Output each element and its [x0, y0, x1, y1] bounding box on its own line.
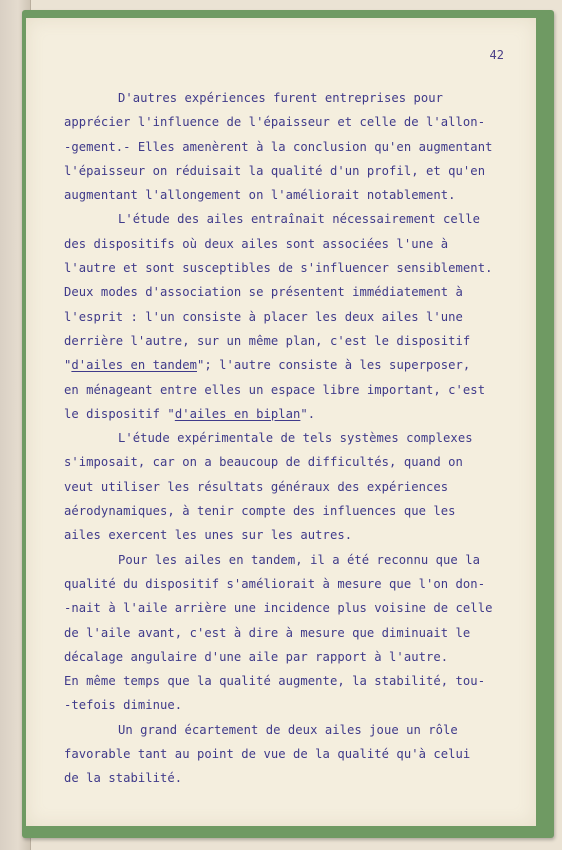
text-line: L'étude expérimentale de tels systèmes complexes	[118, 431, 473, 446]
text-line: Un grand écartement de deux ailes joue un rôle	[118, 722, 458, 737]
text-line: aérodynamiques, à tenir compte des influences que les	[64, 504, 456, 519]
typed-text-body	[64, 86, 534, 791]
text-line: de la stabilité.	[64, 771, 183, 786]
text-line: L'étude des ailes entraînait nécessairement celle	[118, 212, 480, 227]
text-line: de l'aile avant, c'est à dire à mesure que diminuait le	[64, 625, 471, 640]
text-line: -tefois diminue.	[64, 698, 183, 713]
text-line: Deux modes d'association se présentent immédiatement à	[64, 285, 463, 300]
text-segment: ".	[300, 406, 316, 421]
text-line: décalage angulaire d'une aile par rapport à l'autre.	[64, 649, 449, 664]
text-segment: le dispositif "	[64, 406, 175, 421]
underlined-term: d'ailes en tandem	[71, 358, 197, 373]
text-line: augmentant l'allongement on l'améliorait notablement.	[64, 188, 456, 203]
text-line: s'imposait, car on a beaucoup de difficultés, quand on	[64, 455, 463, 470]
text-line: D'autres expériences furent entreprises pour	[118, 91, 444, 105]
text-line: l'épaisseur on réduisait la qualité d'un profil, et qu'en	[64, 163, 486, 178]
text-line: En même temps que la qualité augmente, la stabilité, tou-	[64, 674, 486, 689]
text-line: -nait à l'aile arrière une incidence plus voisine de celle	[64, 601, 493, 616]
text-line: ailes exercent les unes sur les autres.	[64, 528, 353, 543]
text-line: -gement.- Elles amenèrent à la conclusion qu'en augmentant	[64, 139, 493, 154]
text-segment: "; l'autre consiste à les superposer,	[196, 358, 471, 373]
text-line: veut utiliser les résultats généraux des expériences	[64, 479, 449, 494]
text-line: l'autre et sont susceptibles de s'influencer sensiblement.	[64, 261, 493, 276]
text-line	[64, 402, 534, 426]
text-line: qualité du dispositif s'améliorait à mesure que l'on don-	[64, 576, 486, 591]
text-line: Pour les ailes en tandem, il a été reconnu que la	[118, 552, 480, 567]
text-line: l'esprit : l'un consiste à placer les deux ailes l'une	[64, 309, 463, 324]
text-line	[64, 353, 534, 377]
page-number: 42	[489, 48, 504, 62]
underlined-term: d'ailes en biplan	[174, 406, 301, 421]
text-line: en ménageant entre elles un espace libre important, c'est	[64, 382, 486, 397]
text-segment: "	[64, 358, 72, 373]
text-line: des dispositifs où deux ailes sont associées l'une à	[64, 236, 449, 251]
text-line: derrière l'autre, sur un même plan, c'est le dispositif	[64, 333, 471, 348]
text-line: favorable tant au point de vue de la qualité qu'à celui	[64, 747, 471, 762]
text-line: apprécier l'influence de l'épaisseur et celle de l'allon-	[64, 115, 486, 130]
